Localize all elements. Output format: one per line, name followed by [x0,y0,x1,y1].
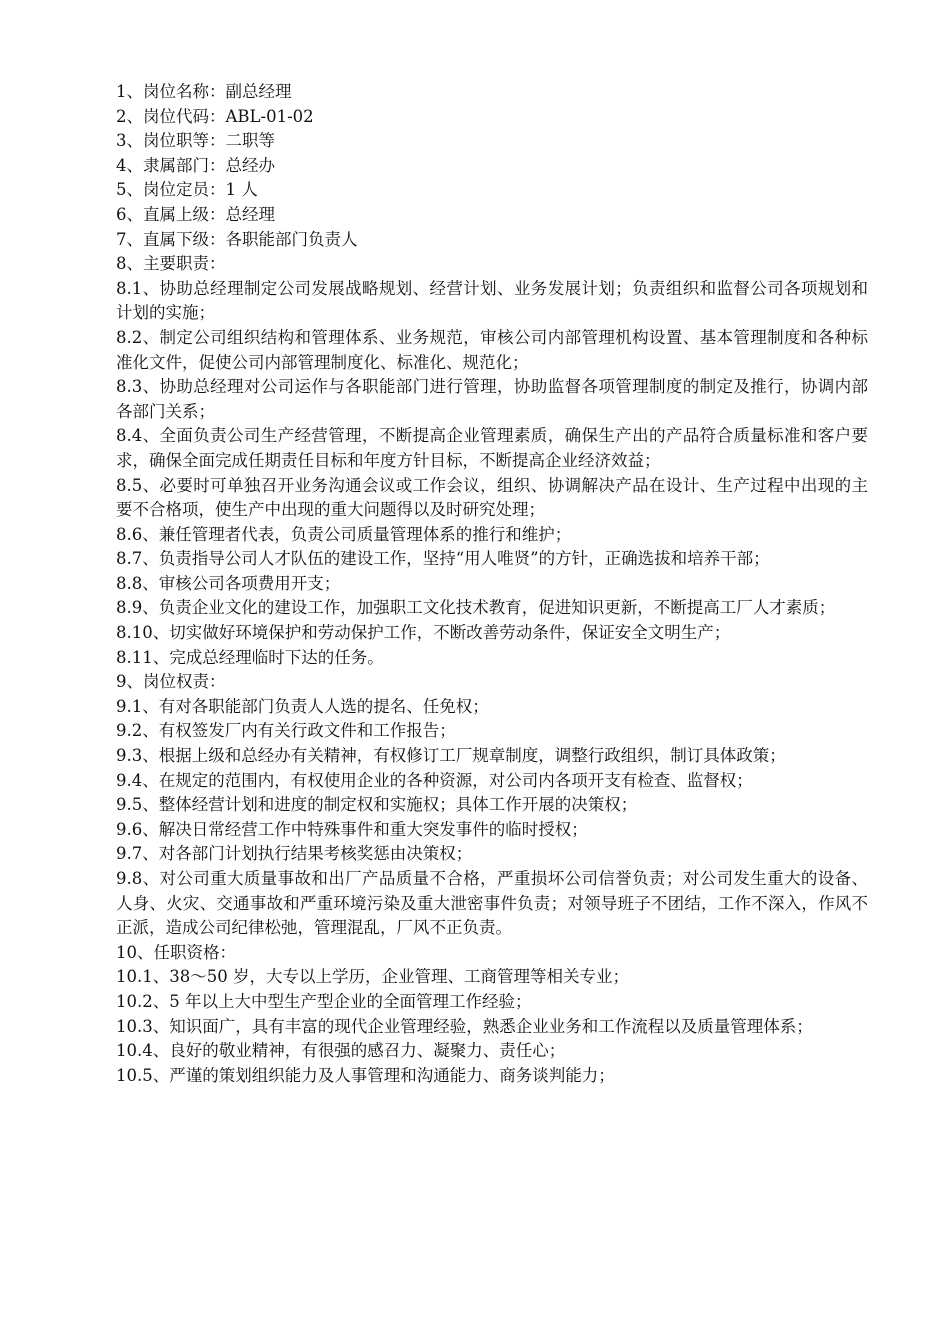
duty-8-9: 8.9、负责企业文化的建设工作，加强职工文化技术教育，促进知识更新，不断提高工厂人才素质； [116,598,836,618]
authority-9-5: 9.5、整体经营计划和进度的制定权和实施权；具体工作开展的决策权； [116,795,638,815]
qualification-10-1: 10.1、38～50 岁，大专以上学历，企业管理、工商管理等相关专业； [116,967,629,987]
item-department: 4、隶属部门：总经办 [116,155,275,175]
document-body [116,80,868,1088]
authority-9-7: 9.7、对各部门计划执行结果考核奖惩由决策权； [116,844,473,864]
section-main-duties: 8、主要职责： [116,254,226,274]
authority-9-4: 9.4、在规定的范围内，有权使用企业的各种资源，对公司内各项开支有检查、监督权； [116,770,753,790]
authority-9-3: 9.3、根据上级和总经办有关精神，有权修订工厂规章制度，调整行政组织，制订具体政策； [116,746,786,766]
authority-9-8: 9.8、对公司重大质量事故和出厂产品质量不合格，严重损坏公司信誉负责；对公司发生重大的设备、人身、火灾、交通事故和严重环境污染及重大泄密事件负责；对领导班子不团结，工作不深入，作风不正派，造成公司纪律松弛，管理混乱，厂风不正负责。 [116,869,868,938]
duty-8-10: 8.10、切实做好环境保护和劳动保护工作，不断改善劳动条件，保证安全文明生产； [116,623,731,643]
qualification-10-5: 10.5、严谨的策划组织能力及人事管理和沟通能力、商务谈判能力； [116,1065,615,1085]
item-position-name: 1、岗位名称：副总经理 [116,82,292,101]
section-authority: 9、岗位权责： [116,672,226,692]
item-position-code: 2、岗位代码：ABL-01-02 [116,106,314,126]
qualification-10-4: 10.4、良好的敬业精神，有很强的感召力、凝聚力、责任心； [116,1041,566,1061]
duty-8-5: 8.5、必要时可单独召开业务沟通会议或工作会议，组织、协调解决产品在设计、生产过程中出现的主要不合格项，使生产中出现的重大问题得以及时研究处理； [116,475,868,520]
section-qualifications: 10、任职资格： [116,942,236,962]
qualification-10-2: 10.2、5 年以上大中型生产型企业的全面管理工作经验； [116,991,532,1011]
authority-9-1: 9.1、有对各职能部门负责人人选的提名、任免权； [116,696,489,716]
item-direct-subordinates: 7、直属下级：各职能部门负责人 [116,229,358,249]
item-position-grade: 3、岗位职等：二职等 [116,131,275,151]
duty-8-11: 8.11、完成总经理临时下达的任务。 [116,647,384,667]
duty-8-7: 8.7、负责指导公司人才队伍的建设工作，坚持“用人唯贤”的方针，正确选拔和培养干部； [116,549,770,569]
authority-9-2: 9.2、有权签发厂内有关行政文件和工作报告； [116,721,456,741]
duty-8-8: 8.8、审核公司各项费用开支； [116,573,341,593]
authority-9-6: 9.6、解决日常经营工作中特殊事件和重大突发事件的临时授权； [116,819,588,839]
duty-8-2: 8.2、制定公司组织结构和管理体系、业务规范，审核公司内部管理机构设置、基本管理制度和各种标准化文件，促使公司内部管理制度化、标准化、规范化； [116,327,868,372]
item-direct-superior: 6、直属上级：总经理 [116,204,275,224]
duty-8-3: 8.3、协助总经理对公司运作与各职能部门进行管理，协助监督各项管理制度的制定及推行，协调内部各部门关系； [116,377,868,421]
item-headcount: 5、岗位定员：1 人 [116,180,258,200]
duty-8-4: 8.4、全面负责公司生产经营管理，不断提高企业管理素质，确保生产出的产品符合质量标准和客户要求，确保全面完成任期责任目标和年度方针目标，不断提高企业经济效益； [116,426,868,470]
duty-8-1: 8.1、协助总经理制定公司发展战略规划、经营计划、业务发展计划；负责组织和监督公司各项规划和计划的实施； [116,278,868,323]
duty-8-6: 8.6、兼任管理者代表，负责公司质量管理体系的推行和维护； [116,524,572,544]
qualification-10-3: 10.3、知识面广，具有丰富的现代企业管理经验，熟悉企业业务和工作流程以及质量管理体系； [116,1016,813,1036]
